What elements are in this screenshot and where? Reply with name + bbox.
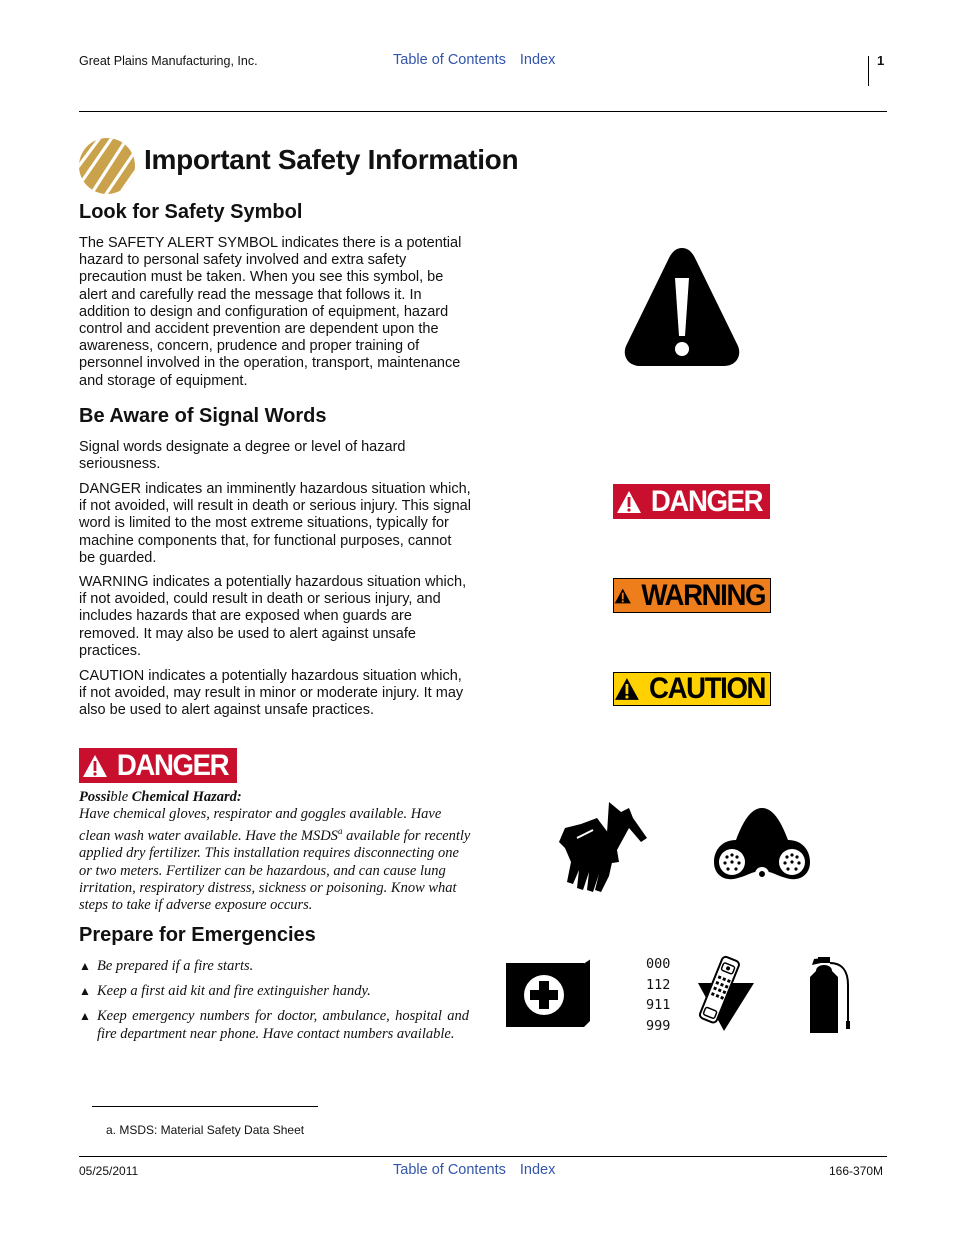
- footer-nav: [393, 1162, 569, 1178]
- list-item: ▲ Keep a first aid kit and fire extinguisher handy.: [79, 983, 371, 1000]
- caution-sign: [613, 672, 771, 706]
- header-rule: [79, 111, 887, 112]
- list-item: ▲ Keep emergency numbers for doctor, ambulance, hospital and fire department near phone. Have contact numbers available.: [79, 1008, 469, 1042]
- signal-intro: Signal words designate a degree or level of hazard seriousness.: [79, 439, 406, 473]
- footnote-rule: [92, 1106, 318, 1107]
- danger-text: DANGER indicates an imminently hazardous situation which, if not avoided, will result in death or serious injury. This signal word is limited to the most extreme situations, typically for machine components that, for functional purposes, cannot be guarded.: [79, 481, 471, 566]
- header-divider: [868, 56, 869, 86]
- danger-label: DANGER: [650, 484, 763, 518]
- alert-triangle-icon: [82, 754, 108, 778]
- heading-emergencies: Prepare for Emergencies: [79, 924, 316, 946]
- doc-number: 166-370M: [829, 1164, 884, 1178]
- phone-number: 911: [646, 997, 671, 1013]
- chem-body-2: available for recently applied dry fertilizer. This installation requires disconnecting one or two meters. Fertilizer can be hazardous, and can cause lung irritation, respiratory distress, sickness or poisoning. Know what steps to take if adverse exposure occurs.: [79, 828, 471, 914]
- chemical-danger-sign: [79, 748, 237, 783]
- index-link[interactable]: Index: [519, 52, 556, 68]
- header-nav: [393, 52, 569, 68]
- caution-label: CAUTION: [648, 672, 765, 705]
- phone-number: 112: [646, 976, 671, 993]
- safety-alert-icon: [622, 244, 742, 368]
- heading-signal-words: Be Aware of Signal Words: [79, 405, 327, 427]
- fire-extinguisher-icon: [808, 955, 854, 1035]
- toc-link[interactable]: Table of Contents: [393, 52, 506, 68]
- footer-rule: [79, 1156, 887, 1157]
- footnote-ref: a: [337, 826, 343, 837]
- safety-symbol-text: The SAFETY ALERT SYMBOL indicates there is a potential hazard to personal safety involved and extra safety precaution must be taken. When you see this symbol, be alert and carefully read the message that follows it. In addition to design and configuration of equipment, hazard control and accident prevention are dependent upon the awareness, concern, prudence and proper training of personnel involved in the operation, transport, maintenance and storage of equipment.: [79, 235, 462, 389]
- respirator-icon: [712, 806, 812, 886]
- alert-triangle-icon: [614, 584, 632, 608]
- footer-date: 05/25/2011: [79, 1164, 139, 1178]
- danger-label: DANGER: [117, 748, 229, 782]
- warning-label: WARNING: [640, 578, 765, 612]
- alert-triangle-icon: [614, 677, 640, 701]
- toc-link[interactable]: Table of Contents: [393, 1162, 506, 1178]
- list-item-text: Keep a first aid kit and fire extinguisher handy.: [97, 983, 371, 1000]
- first-aid-kit-icon: [506, 955, 591, 1029]
- list-item-text: Be prepared if a fire starts.: [97, 958, 254, 974]
- company-name: Great Plains Manufacturing, Inc.: [79, 54, 258, 68]
- list-item-text: Keep emergency numbers for doctor, ambulance, hospital and fire department near phone. Have contact numbers available.: [97, 1008, 469, 1042]
- list-item: ▲ Be prepared if a fire starts.: [79, 958, 254, 974]
- warning-sign: [613, 578, 771, 613]
- emergency-phone-icon: [698, 955, 754, 1031]
- alert-triangle-icon: [616, 490, 642, 514]
- danger-sign: [613, 484, 770, 519]
- gloves-icon: [557, 798, 653, 894]
- footnote: a. MSDS: Material Safety Data Sheet: [106, 1123, 305, 1137]
- company-logo: [78, 137, 136, 195]
- phone-number: 000: [646, 956, 671, 972]
- index-link[interactable]: Index: [519, 1162, 556, 1178]
- chemical-hazard-text: [79, 789, 471, 914]
- page-number: 1: [877, 53, 885, 68]
- caution-text: CAUTION indicates a potentially hazardous situation which, if not avoided, may result in minor or moderate injury. It may also be used to alert against unsafe practices.: [79, 668, 464, 719]
- page-title: Important Safety Information: [144, 144, 519, 175]
- chem-label-c: Chemical Hazard:: [128, 789, 242, 805]
- emergency-list: [79, 958, 469, 1051]
- heading-safety-symbol: Look for Safety Symbol: [79, 201, 303, 223]
- warning-text: WARNING indicates a potentially hazardous situation which, if not avoided, could result in death or serious injury, and includes hazards that are exposed when guards are removed. It may also be used to alert against unsafe practices.: [79, 574, 467, 659]
- emergency-numbers: [646, 954, 670, 1036]
- chem-label-a: Possi: [79, 789, 111, 805]
- phone-number: 999: [646, 1017, 671, 1034]
- chem-label-b: ble: [110, 789, 129, 805]
- chem-body-1: Have chemical gloves, respirator and goggles available. Have clean wash water available. Have the MSDS: [79, 806, 442, 845]
